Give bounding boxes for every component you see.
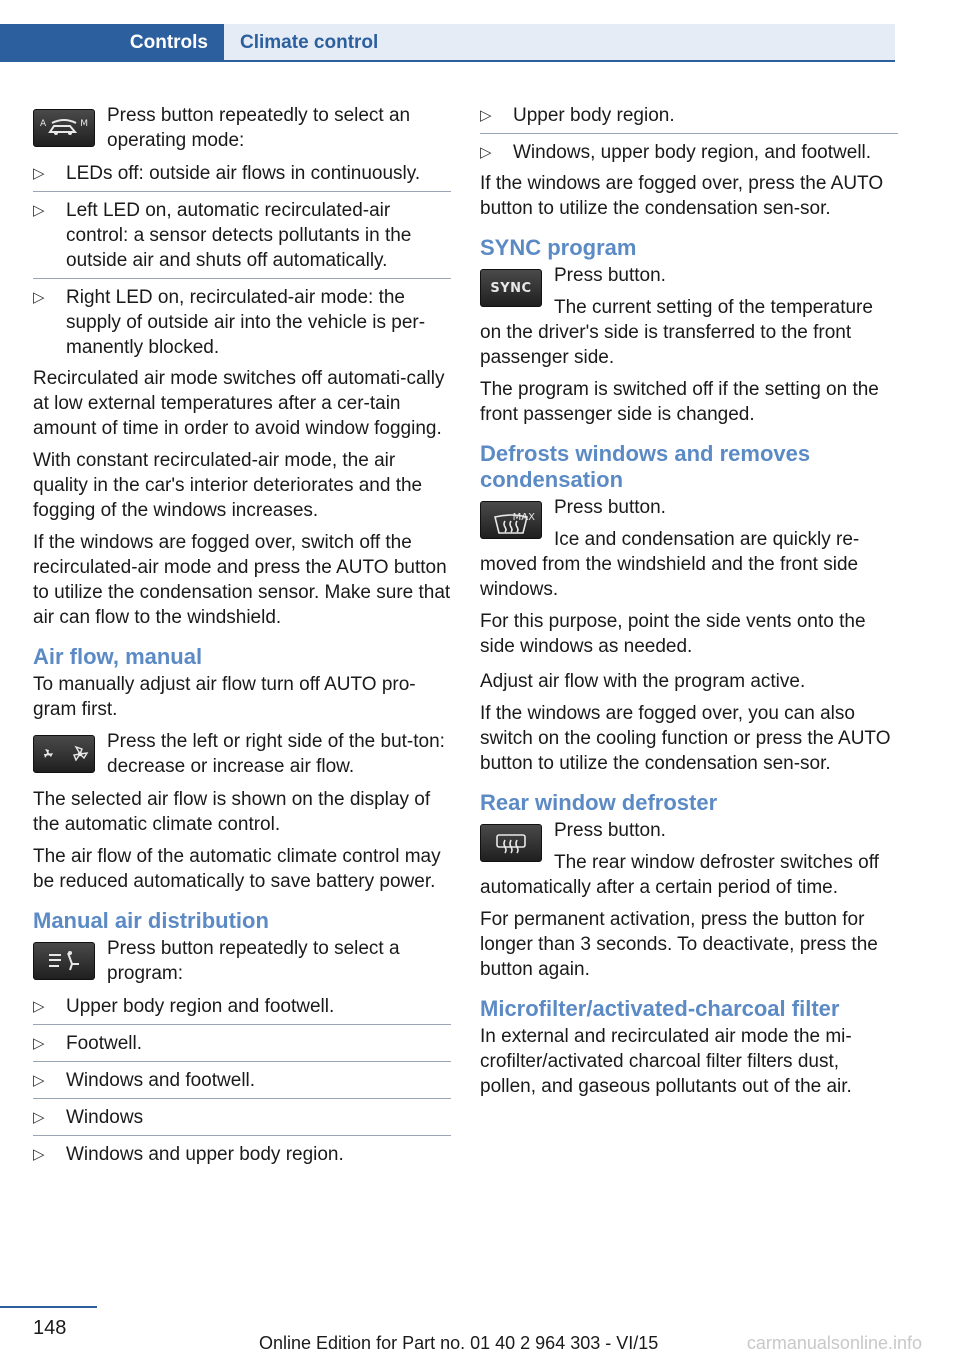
heading-manual-air-distribution: Manual air distribution (33, 908, 269, 933)
fan-button-icon (33, 735, 95, 773)
edition-text: Online Edition for Part no. 01 40 2 964 303 - VI/15 (259, 1333, 659, 1353)
defrost-text-2: Ice and condensation are quickly re-moved from the windshield and the front side windows. (480, 529, 860, 600)
paragraph: If the windows are fogged over, switch off the recirculated-air mode and press the AUTO button to utilize the condensation sensor. Make sure that air can flow to the windshield. (33, 532, 451, 628)
paragraph: Adjust air flow with the program active. (480, 671, 806, 692)
heading-microfilter: Microfilter/activated-charcoal filter (480, 996, 840, 1021)
seat-airflow-icon (46, 950, 82, 972)
sync-block (480, 263, 898, 370)
recirc-block (33, 103, 451, 153)
paragraph: Recirculated air mode switches off automati-cally at low external temperatures after a cer-tain amount of time in order to avoid window fogging. (33, 368, 445, 439)
list-item: ▷ Windows and upper body region. (33, 1142, 451, 1167)
list-item: ▷ LEDs off: outside air flows in continuously. (33, 161, 451, 192)
rear-defrost-button-icon (480, 824, 542, 862)
list-item: ▷ Footwell. (33, 1031, 451, 1062)
airflow-icon-text: Press the left or right side of the but-ton: decrease or increase air flow. (107, 731, 445, 777)
sync-button-icon: SYNC (480, 269, 542, 307)
list-item: ▷ Upper body region. (480, 103, 898, 134)
footer-rule (0, 1306, 97, 1308)
heading-defrost: Defrosts windows and removes condensation (480, 441, 811, 492)
paragraph: In external and recirculated air mode the mi-crofilter/activated charcoal filter filters dust, pollen, and gaseous pollutants out of the air. (480, 1026, 852, 1097)
paragraph: If the windows are fogged over, you can also switch on the cooling function or press the AUTO button to utilize the condensation sen-sor. (480, 703, 891, 774)
defrost-block (480, 495, 898, 602)
sync-text-1: Press button. (554, 265, 666, 286)
header-rule (0, 60, 895, 62)
rear-window-defrost-icon (493, 832, 529, 854)
paragraph: For this purpose, point the side vents onto the side windows as needed. (480, 611, 866, 657)
header-tab-climate-control[interactable]: Climate control (224, 24, 895, 61)
paragraph: If the windows are fogged over, press the AUTO button to utilize the condensation sen-sor. (480, 173, 884, 219)
list-item: ▷ Windows (33, 1105, 451, 1136)
paragraph: The program is switched off if the setting on the front passenger side is changed. (480, 379, 879, 425)
list-item: ▷ Left LED on, automatic recirculated-air control: a sensor detects pollutants in the outside air and shuts off automatically. (33, 198, 451, 279)
heading-air-flow: Air flow, manual (33, 644, 203, 669)
left-column (33, 103, 451, 1173)
list-item: ▷ Windows and footwell. (33, 1068, 451, 1099)
defrost-text-1: Press button. (554, 497, 666, 518)
recirc-mode-list (33, 161, 451, 360)
list-item: ▷ Upper body region and footwell. (33, 994, 451, 1025)
fan-icon (39, 745, 89, 763)
paragraph: To manually adjust air flow turn off AUTO pro-gram first. (33, 674, 416, 720)
watermark: carmanualsonline.info (746, 1333, 922, 1353)
airflow-block (33, 729, 451, 779)
header-tab-controls[interactable]: Controls (0, 24, 224, 61)
page-number: 148 (33, 1317, 67, 1339)
car-recirc-icon (46, 119, 82, 137)
paragraph: The air flow of the automatic climate control may be reduced automatically to save battery power. (33, 846, 441, 892)
list-item: ▷ Windows, upper body region, and footwell. (480, 140, 898, 165)
heading-rear-window-defroster: Rear window defroster (480, 790, 718, 815)
recirc-intro: Press button repeatedly to select an operating mode: (107, 105, 411, 151)
rear-text-2: The rear window defroster switches off automatically after a certain period of time. (480, 852, 879, 898)
max-defrost-button-icon: MAX (480, 501, 542, 539)
heading-sync-program: SYNC program (480, 235, 637, 260)
distribution-program-list-continued (480, 103, 898, 165)
air-distribution-button-icon (33, 942, 95, 980)
distribution-block (33, 936, 451, 986)
sync-text-2: The current setting of the temperature on the driver's side is transferred to the front passenger side. (480, 297, 873, 368)
right-column (480, 103, 898, 1106)
paragraph: The selected air flow is shown on the display of the automatic climate control. (33, 789, 431, 835)
rear-defrost-block (480, 818, 898, 900)
paragraph: With constant recirculated-air mode, the air quality in the car's interior deteriorates and the fogging of the windows increases. (33, 450, 423, 521)
distribution-program-list (33, 994, 451, 1167)
rear-text-1: Press button. (554, 820, 666, 841)
list-item: ▷ Right LED on, recirculated-air mode: the supply of outside air into the vehicle is per-manently blocked. (33, 285, 451, 360)
paragraph: For permanent activation, press the button for longer than 3 seconds. To deactivate, press the button again. (480, 909, 878, 980)
distribution-icon-text: Press button repeatedly to select a program: (107, 938, 400, 984)
page-header (0, 24, 895, 61)
recirculation-button-icon: A M (33, 109, 95, 147)
